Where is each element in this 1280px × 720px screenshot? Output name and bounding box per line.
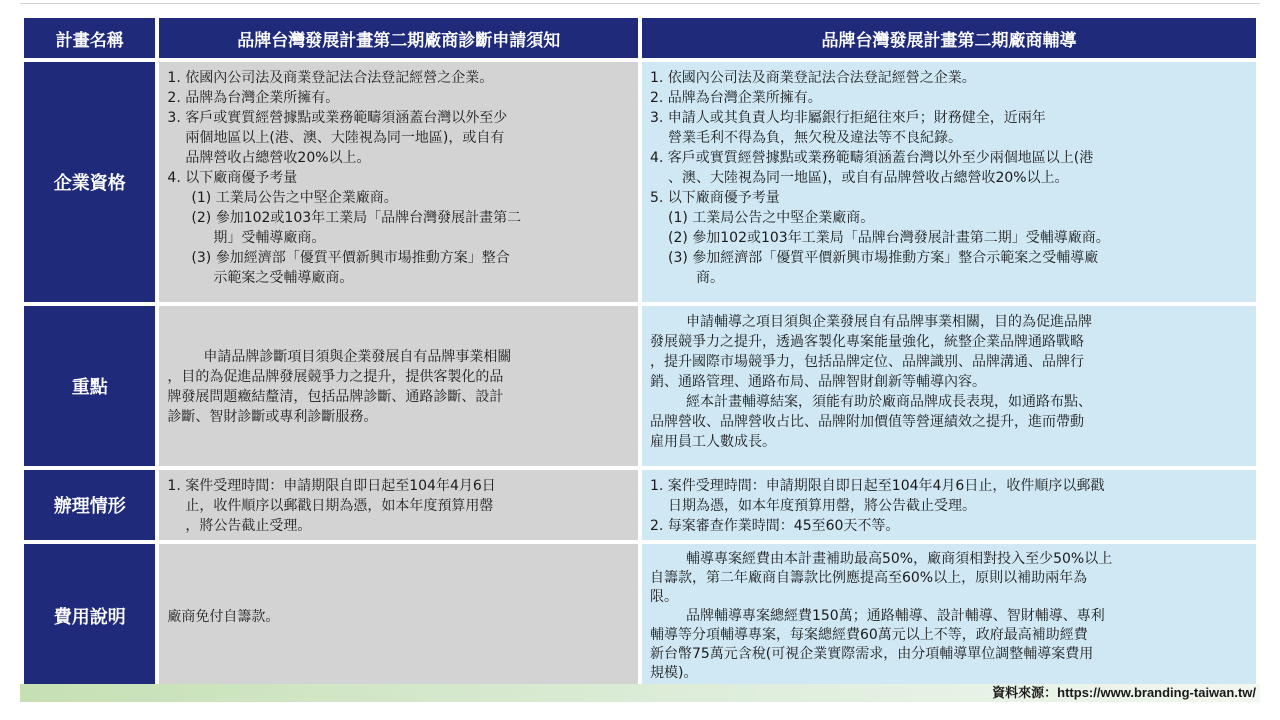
paragraph-line: 輔導等分項輔導專案，每案總經費60萬元以上不等，政府最高補助經費	[649, 627, 1088, 643]
top-divider	[20, 3, 1260, 14]
paragraph-line: ，目的為促進品牌發展競爭力之提升，提供客製化的品	[167, 369, 504, 385]
list-item: (1) 工業局公告之中堅企業廠商。	[191, 190, 398, 206]
list-item: 品牌營收占總營收20%以上。	[185, 150, 371, 166]
paragraph-line: 品牌輔導專案總經費150萬；通路輔導、設計輔導、智財輔導、專利	[685, 608, 1105, 624]
list-item: 4. 客戶或實質經營據點或業務範疇須涵蓋台灣以外至少兩個地區以上(港	[649, 150, 1094, 166]
paragraph-line: 發展競爭力之提升，透過客製化專案能量強化，統整企業品牌通路戰略	[649, 334, 1084, 350]
list-item: 商。	[695, 270, 724, 286]
list-item: 止，收件順序以郵戳日期為憑，如本年度預算用罄	[185, 498, 494, 514]
paragraph-line: 新台幣75萬元含稅(可視企業實際需求，由分項輔導單位調整輔導案費用	[649, 646, 1094, 662]
paragraph-line: 銷、通路管理、通路布局、品牌智財創新等輔導內容。	[649, 374, 986, 390]
paragraph-line: 申請品牌診斷項目須與企業發展自有品牌事業相關	[203, 349, 512, 365]
list-item: 日期為憑，如本年度預算用罄，將公告截止受理。	[667, 498, 976, 514]
list-item: 兩個地區以上(港、澳、大陸視為同一地區)，或自有	[185, 130, 505, 146]
paragraph-line: 雇用員工人數成長。	[649, 434, 776, 450]
list-item: 1. 依國內公司法及商業登記法合法登記經營之企業。	[167, 70, 494, 86]
paragraph-line: 廠商免付自籌款。	[167, 608, 280, 625]
source-citation: 資料來源：https://www.branding-taiwan.tw/	[992, 685, 1256, 700]
list-item: 期」受輔導廠商。	[213, 230, 326, 246]
row-label-focus: 重點	[24, 306, 155, 466]
row-label-qualification: 企業資格	[24, 62, 155, 302]
process-coaching-cell	[642, 470, 1256, 540]
list-item: (1) 工業局公告之中堅企業廠商。	[667, 210, 875, 226]
row-label-fee: 費用說明	[24, 544, 155, 687]
header-plan-name: 計畫名稱	[24, 18, 155, 58]
list-item: 2. 品牌為台灣企業所擁有。	[167, 90, 340, 106]
header-coaching: 品牌台灣發展計畫第二期廠商輔導	[642, 18, 1256, 58]
header-row	[24, 18, 1256, 58]
paragraph-line: 診斷、智財診斷或專利診斷服務。	[167, 409, 378, 425]
list-item: 1. 案件受理時間：申請期限自即日起至104年4月6日止，收件順序以郵戳	[649, 478, 1105, 494]
list-item: 2. 每案審查作業時間：45至60天不等。	[649, 518, 900, 534]
row-label-process: 辦理情形	[24, 470, 155, 540]
focus-coaching-cell	[642, 306, 1256, 466]
qualification-diagnosis-cell	[159, 62, 638, 302]
list-item: (2) 參加102或103年工業局「品牌台灣發展計畫第二	[191, 210, 522, 226]
list-item: 1. 案件受理時間：申請期限自即日起至104年4月6日	[167, 478, 496, 494]
list-item: 3. 申請人或其負責人均非屬銀行拒絕往來戶；財務健全，近兩年	[649, 110, 1046, 126]
row-focus	[24, 306, 1256, 466]
list-item: 5. 以下廠商優予考量	[649, 190, 780, 206]
paragraph-line: 申請輔導之項目須與企業發展自有品牌事業相關，目的為促進品牌	[685, 314, 1092, 330]
fee-diagnosis-cell	[159, 544, 638, 687]
list-item: 、澳、大陸視為同一地區)，或自有品牌營收占總營收20%以上。	[667, 170, 1069, 186]
row-fee	[24, 544, 1256, 687]
paragraph-line: 牌發展問題癥結釐清，包括品牌診斷、通路診斷、設計	[167, 389, 504, 405]
list-item: (3) 參加經濟部「優質平價新興市場推動方案」整合示範案之受輔導廠	[667, 250, 1099, 266]
paragraph-line: 規模)。	[649, 665, 698, 681]
focus-diagnosis-cell	[159, 306, 638, 466]
list-item: (2) 參加102或103年工業局「品牌台灣發展計畫第二期」受輔導廠商。	[667, 230, 1110, 246]
list-item: 2. 品牌為台灣企業所擁有。	[649, 90, 822, 106]
paragraph-line: 輔導專案經費由本計畫補助最高50%，廠商須相對投入至少50%以上	[685, 551, 1113, 567]
comparison-table	[20, 14, 1260, 691]
paragraph-line: ，提升國際市場競爭力，包括品牌定位、品牌識別、品牌溝通、品牌行	[649, 354, 1084, 370]
list-item: 示範案之受輔導廠商。	[213, 270, 354, 286]
list-item: 3. 客戶或實質經營據點或業務範疇須涵蓋台灣以外至少	[167, 110, 508, 126]
row-process	[24, 470, 1256, 540]
header-diagnosis: 品牌台灣發展計畫第二期廠商診斷申請須知	[159, 18, 638, 58]
fee-coaching-cell	[642, 544, 1256, 687]
paragraph-line: 自籌款，第二年廠商自籌款比例應提高至60%以上，原則以補助兩年為	[649, 570, 1088, 586]
list-item: ，將公告截止受理。	[185, 518, 312, 534]
process-diagnosis-cell	[159, 470, 638, 540]
list-item: 4. 以下廠商優予考量	[167, 170, 298, 186]
list-item: (3) 參加經濟部「優質平價新興市場推動方案」整合	[191, 250, 510, 266]
qualification-coaching-cell	[642, 62, 1256, 302]
paragraph-line: 限。	[649, 589, 678, 605]
list-item: 1. 依國內公司法及商業登記法合法登記經營之企業。	[649, 70, 976, 86]
paragraph-line: 品牌營收、品牌營收占比、品牌附加價值等營運績效之提升，進而帶動	[649, 414, 1084, 430]
list-item: 營業毛利不得為負，無欠稅及違法等不良紀錄。	[667, 130, 962, 146]
row-qualification	[24, 62, 1256, 302]
paragraph-line: 經本計畫輔導結案，須能有助於廠商品牌成長表現，如通路布點、	[685, 394, 1092, 410]
